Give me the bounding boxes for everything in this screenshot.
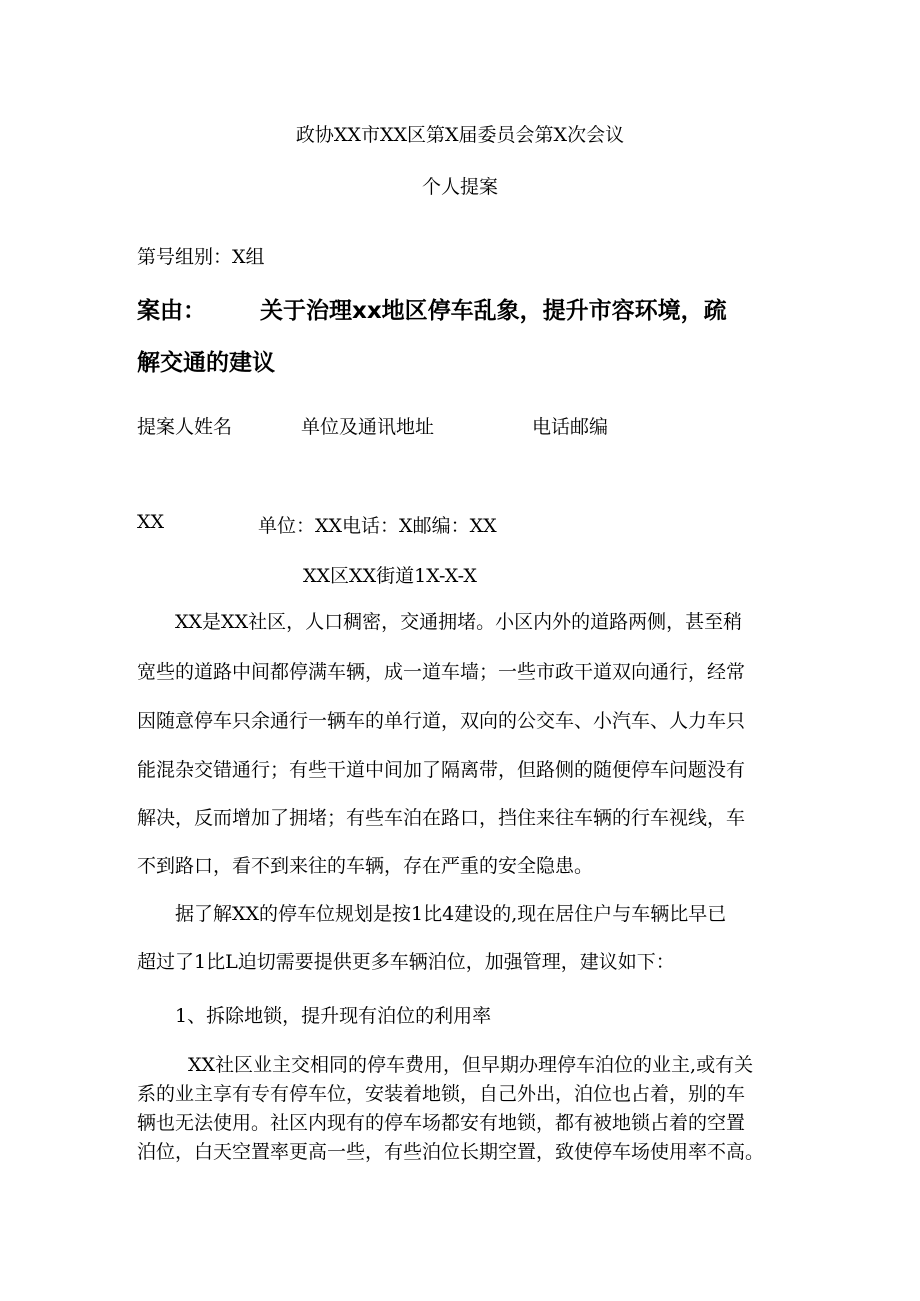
case-label: 案由：	[137, 298, 206, 324]
paragraph1-line: 因随意停车只余通行一辆车的单行道，双向的公交车、小汽车、人力车只	[137, 710, 746, 732]
group-label: 第号组别：X组	[137, 246, 265, 268]
document-subtitle: 个人提案	[421, 176, 498, 198]
case-title-line2: 解交通的建议	[137, 350, 275, 376]
phone-postcode-header: 电话邮编	[532, 416, 609, 438]
paragraph3-line: 辆也无法使用。社区内现有的停车场都安有地锁，都有被地锁占着的空置	[137, 1112, 746, 1134]
paragraph2-line: 超过了1比L迫切需要提供更多车辆泊位，加强管理，建议如下：	[137, 951, 675, 973]
case-title-line1: 关于治理xx地区停车乱象，提升市容环境，疏	[260, 298, 727, 324]
document-title: 政协XX市XX区第X届委员会第X次会议	[295, 124, 625, 146]
paragraph1-line: 解决，反而增加了拥堵；有些车泊在路口，挡住来往车辆的行车视线，车	[137, 807, 746, 829]
paragraph3-line: 泊位，白天空置率更高一些，有些泊位长期空置，致使停车场使用率不高。	[137, 1141, 765, 1163]
paragraph1-line: 宽些的道路中间都停满车辆，成一道车墙；一些市政干道双向通行，经常	[137, 661, 746, 683]
paragraph3-line: XX社区业主交相同的停车费用，但早期办理停车泊位的业主,或有关	[188, 1054, 754, 1076]
paragraph1-line: XX是XX社区，人口稠密，交通拥堵。小区内外的道路两侧，甚至稍	[175, 611, 743, 633]
paragraph3-line: 系的业主享有专有停车位，安装着地锁，自己外出，泊位也占着，别的车	[137, 1083, 746, 1105]
paragraph2-line: 据了解XX的停车位规划是按1比4建设的,现在居住户与车辆比早已	[175, 903, 727, 925]
proposer-name-header: 提案人姓名	[137, 416, 233, 438]
paragraph1-line: 能混杂交错通行；有些干道中间加了隔离带，但路侧的随便停车问题没有	[137, 759, 746, 781]
address: XX区XX街道1X-X-X	[303, 565, 477, 587]
unit-contact: 单位：XX电话：X邮编：XX	[258, 515, 497, 537]
paragraph1-line: 不到路口，看不到来往的车辆，存在严重的安全隐患。	[137, 855, 594, 877]
unit-address-header: 单位及通讯地址	[301, 416, 435, 438]
proposer-name: XX	[137, 511, 165, 533]
item1-heading: 1、拆除地锁，提升现有泊位的利用率	[175, 1005, 492, 1027]
